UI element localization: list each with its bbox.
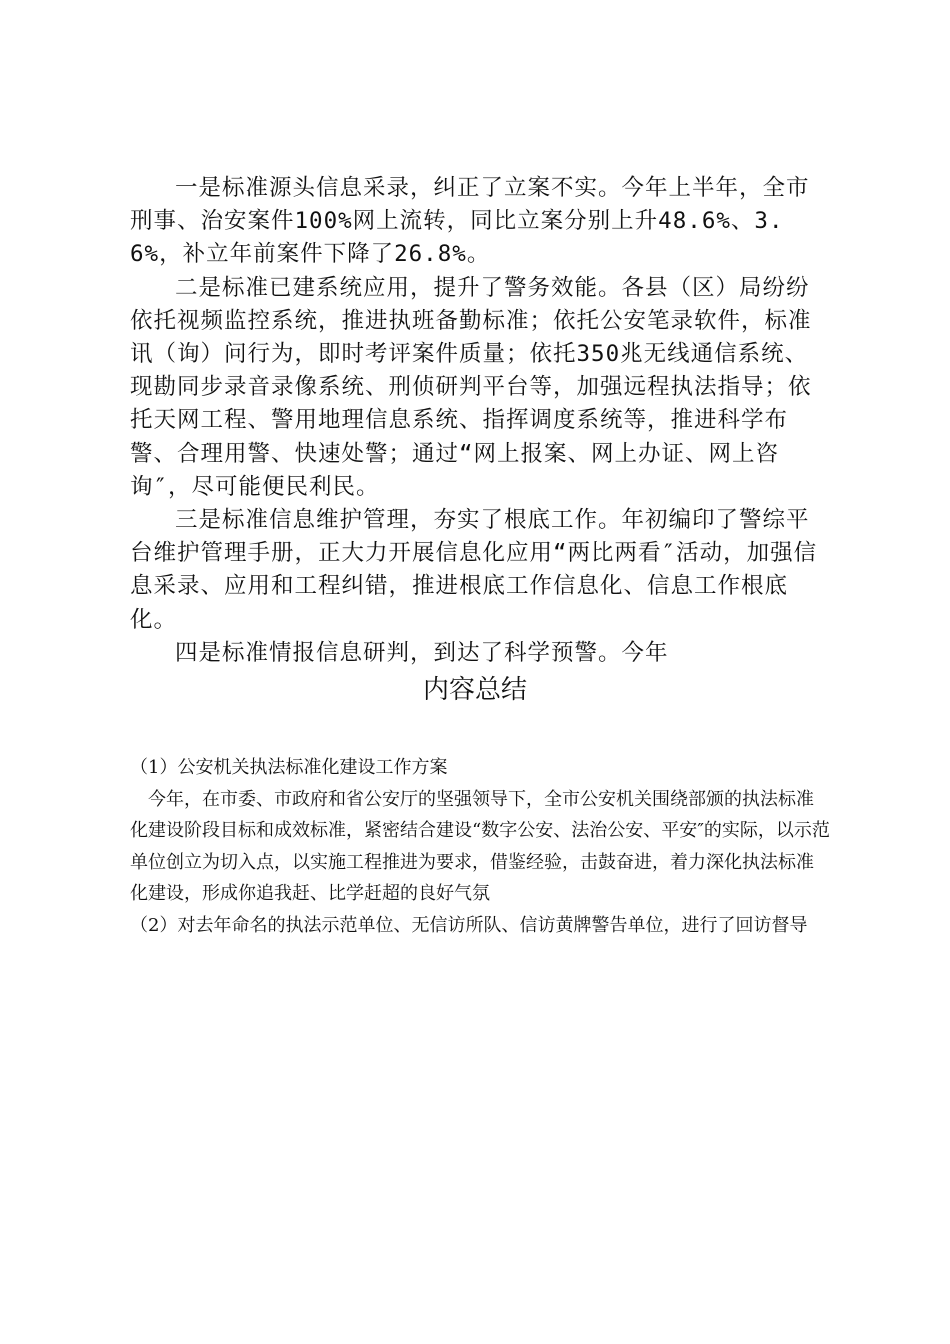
document-body (130, 172, 830, 670)
summary-item-1-body: 今年，在市委、市政府和省公安厅的坚强领导下，全市公安机关围绕部颁的执法标准化建设阶段目标和成效标准，紧密结合建设“数字公安、法治公安、平安″的实际，以示范单位创立为切入点，以实施工程推进为要求，借鉴经验，击鼓奋进，着力深化执法标准化建设，形成你追我赶、比学赶超的良好气氛 (130, 788, 830, 904)
summary-item-1-heading: （1）公安机关执法标准化建设工作方案 (130, 757, 448, 778)
paragraph-3: 三是标准信息维护管理，夯实了根底工作。年初编印了警综平台维护管理手册，正大力开展信息化应用“两比两看″活动，加强信息采录、应用和工程纠错，推进根底工作信息化、信息工作根底化。 (130, 507, 818, 633)
paragraph-2: 二是标准已建系统应用，提升了警务效能。各县（区）局纷纷依托视频监控系统，推进执班备勤标准；依托公安笔录软件，标准讯（询）问行为，即时考评案件质量；依托350兆无线通信系统、现勘同步录音录像系统、刑侦研判平台等，加强远程执法指导；依托天网工程、警用地理信息系统、指挥调度系统等，推进科学布警、合理用警、快速处警；通过“网上报案、网上办证、网上咨询″，尽可能便民利民。 (130, 274, 812, 500)
paragraph-4: 四是标准情报信息研判，到达了科学预警。今年 (175, 639, 669, 666)
summary-item-2: （2）对去年命名的执法示范单位、无信访所队、信访黄牌警告单位，进行了回访督导 (130, 914, 808, 936)
paragraph-1: 一是标准源头信息采录，纠正了立案不实。今年上半年，全市刑事、治安案件100%网上流转，同比立案分别上升48.6%、3.6%，补立年前案件下降了26.8%。 (130, 175, 810, 268)
summary-section (130, 752, 830, 941)
summary-title: 内容总结 (422, 675, 527, 705)
